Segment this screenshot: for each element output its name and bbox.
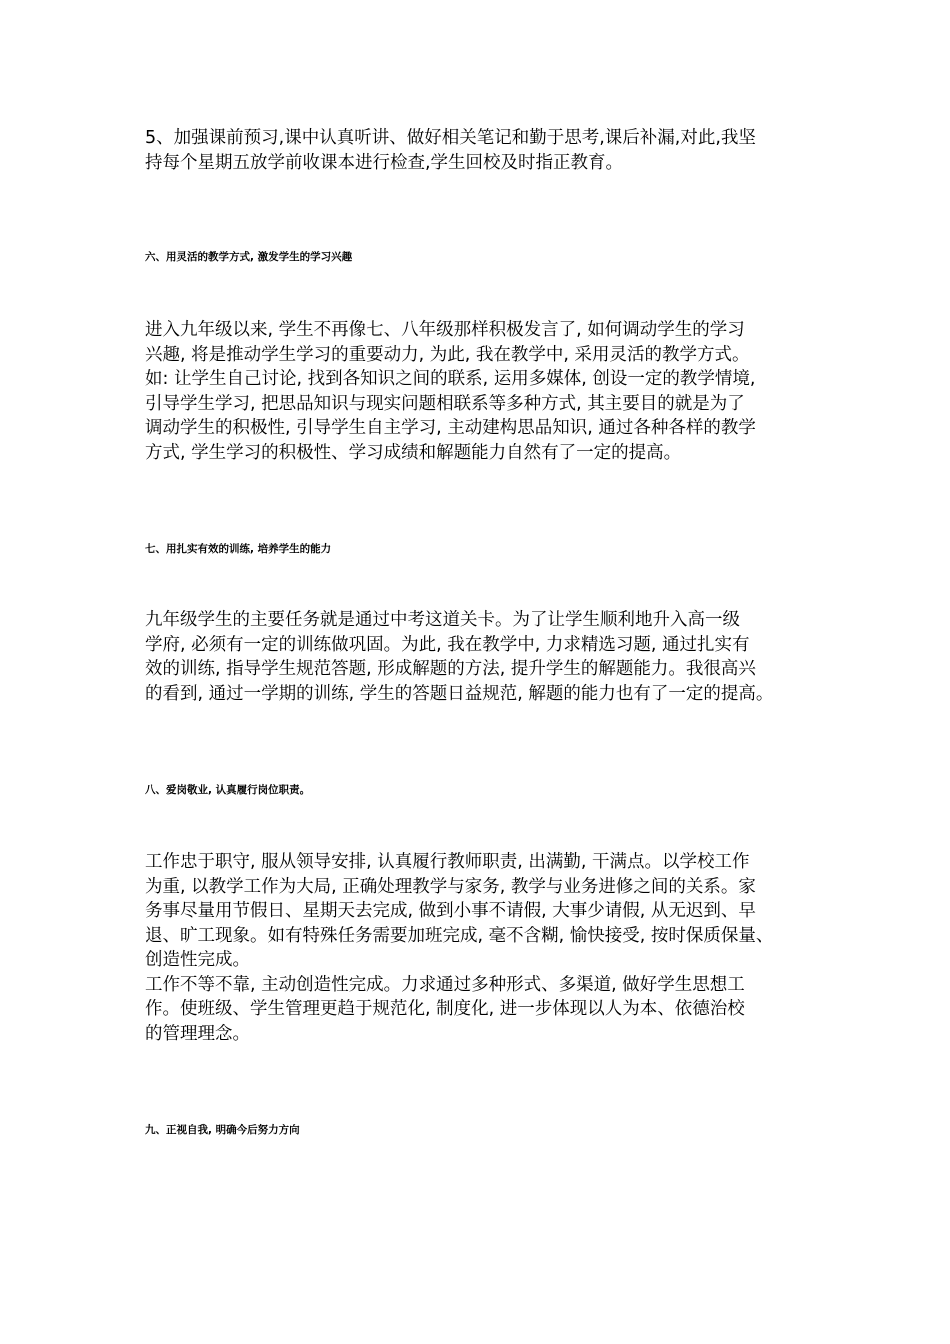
paragraph-dedication	[145, 850, 825, 1046]
paragraph-line: 退、旷工现象。如有特殊任务需要加班完成, 毫不含糊, 愉快接受, 按时保质保量、	[145, 925, 774, 946]
paragraph-line: 效的训练, 指导学生规范答题, 形成解题的方法, 提升学生的解题能力。我很高兴	[145, 659, 756, 679]
paragraph-line: 方式, 学生学习的积极性、学习成绩和解题能力自然有了一定的提高。	[145, 442, 682, 463]
paragraph-line: 的看到, 通过一学期的训练, 学生的答题日益规范, 解题的能力也有了一定的提高。	[145, 683, 774, 704]
paragraph-effective-training	[145, 608, 825, 706]
section-heading-7: 七、用扎实有效的训练, 培养学生的能力	[145, 543, 332, 555]
paragraph-line: 工作不等不靠, 主动创造性完成。力求通过多种形式、多渠道, 做好学生思想工	[145, 974, 745, 995]
paragraph-line: 学府, 必须有一定的训练做巩固。为此, 我在教学中, 力求精选习题, 通过扎实有	[145, 634, 750, 655]
paragraph-line: 工作忠于职守, 服从领导安排, 认真履行教师职责, 出满勤, 干满点。以学校工作	[145, 852, 750, 872]
paragraph-line: 的管理理念。	[145, 1023, 250, 1044]
paragraph-line: 作。使班级、学生管理更趋于规范化, 制度化, 进一步体现以人为本、依德治校	[145, 999, 745, 1019]
paragraph-line: 为重, 以教学工作为大局, 正确处理教学与家务, 教学与业务进修之间的关系。家	[145, 876, 756, 897]
paragraph-line: 如: 让学生自己讨论, 找到各知识之间的联系, 运用多媒体, 创设一定的教学情境,	[145, 369, 756, 389]
section-heading-6: 六、用灵活的教学方式, 激发学生的学习兴趣	[145, 251, 353, 263]
paragraph-line: 持每个星期五放学前收课本进行检查,学生回校及时指正教育。	[145, 152, 624, 173]
paragraph-flexible-teaching	[145, 318, 825, 465]
paragraph-preview-review	[145, 126, 825, 175]
paragraph-line: 调动学生的积极性, 引导学生自主学习, 主动建构思品知识, 通过各种各样的教学	[145, 418, 756, 438]
paragraph-line: 九年级学生的主要任务就是通过中考这道关卡。为了让学生顺利地升入高一级	[145, 610, 740, 630]
paragraph-line: 5、加强课前预习,课中认真听讲、做好相关笔记和勤于思考,课后补漏,对此,我坚	[145, 128, 756, 148]
paragraph-line: 引导学生学习, 把思品知识与现实问题相联系等多种方式, 其主要目的就是为了	[145, 393, 745, 414]
section-heading-8: 八、爱岗敬业, 认真履行岗位职责。	[145, 784, 311, 796]
paragraph-line: 创造性完成。	[145, 950, 250, 970]
paragraph-line: 进入九年级以来, 学生不再像七、八年级那样积极发言了, 如何调动学生的学习	[145, 320, 745, 340]
paragraph-line: 兴趣, 将是推动学生学习的重要动力, 为此, 我在教学中, 采用灵活的教学方式。	[145, 344, 750, 365]
paragraph-line: 务事尽量用节假日、星期天去完成, 做到小事不请假, 大事少请假, 从无迟到、早	[145, 901, 756, 921]
section-heading-9: 九、正视自我, 明确今后努力方向	[145, 1124, 300, 1136]
